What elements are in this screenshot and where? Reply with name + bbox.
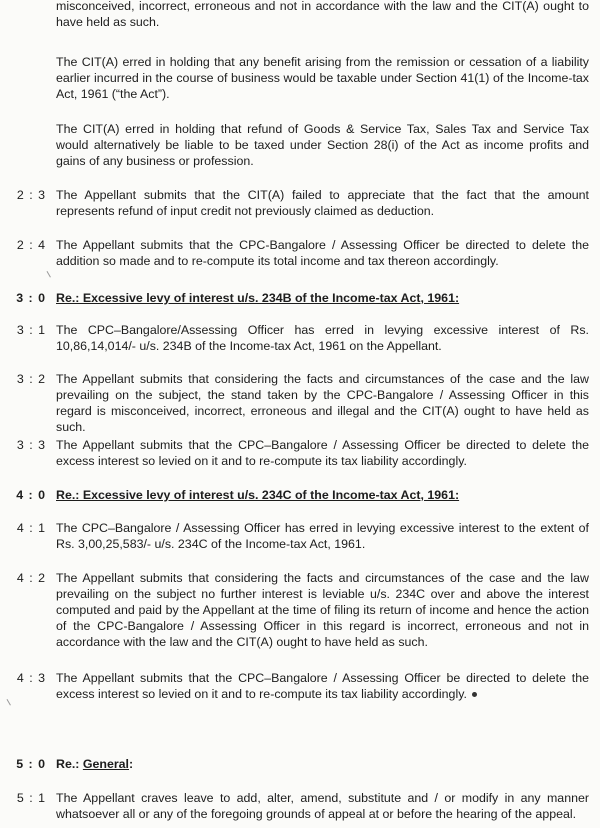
section-number: 3 : 0 [16,291,46,305]
paragraph-4-3-text: The Appellant submits that the CPC–Bangalore / Assessing Officer be directed to delete the excess interest so levied on it and to re-compute its tax liability accordingly. [56,671,589,701]
paragraph-number: 4 : 3 [16,671,46,685]
paragraph-continuation: misconceived, incorrect, erroneous and not in accordance with the law and the CIT(A) ought to have held as such. [56,0,589,29]
heading-underlined: Re.: Excessive levy of interest u/s. 234C of the Income-tax Act, 1961: [56,488,460,502]
heading-underlined: General [82,757,130,771]
paragraph-3-2: The Appellant submits that considering the facts and circumstances of the case and the law prevailing on the subject, the stand taken by the CPC-Bangalore / Assessing Officer in this regard is misconceived, incorrect, erroneous and illegal and the CIT(A) ought to have held as such. [56,372,589,434]
paragraph-2-4: The Appellant submits that the CPC-Bangalore / Assessing Officer be directed to delete the addition so made and to re-compute its total income and tax thereon accordingly. [56,238,589,268]
paragraph-3-1: The CPC–Bangalore/Assessing Officer has erred in levying excessive interest of Rs. 10,86,14,014/- u/s. 234B of the Income-tax Act, 1961 on the Appellant. [56,323,589,353]
paragraph-number: 3 : 3 [16,438,46,452]
paragraph-number: 3 : 2 [16,372,46,386]
paragraph-cit-section-41: The CIT(A) erred in holding that any benefit arising from the remission or cessation of a liability earlier incurred in the course of business would be taxable under Section 41(1) of the Income-tax Act, 1961 (“the Act”). [56,55,589,101]
paragraph-5-1: The Appellant craves leave to add, alter, amend, substitute and / or modify in any manner whatsoever all or any of the foregoing grounds of appeal at or before the hearing of the appeal. [56,791,589,821]
paragraph-number: 3 : 1 [16,323,46,337]
paragraph-number: 4 : 1 [16,521,46,535]
heading-underlined: Re.: Excessive levy of interest u/s. 234B of the Income-tax Act, 1961: [56,291,460,305]
bullet-dot-icon [472,692,477,697]
section-heading-234b [56,290,596,306]
paragraph-2-3: The Appellant submits that the CIT(A) failed to appreciate that the fact that the amount represents refund of input credit not previously claimed as deduction. [56,188,589,218]
paragraph-cit-section-28: The CIT(A) erred in holding that refund of Goods & Service Tax, Sales Tax and Service Tax would alternatively be liable to be taxed under Section 28(i) of the Act as income profits and gains of any business or profession. [56,122,589,168]
section-heading-general [56,756,596,772]
heading-suffix: : [129,757,134,771]
section-number: 4 : 0 [16,488,46,502]
paragraph-number: 2 : 4 [16,238,46,252]
scan-speck-icon [47,269,54,277]
paragraph-number: 5 : 1 [16,791,46,805]
paragraph-4-3 [56,670,589,702]
paragraph-4-2: The Appellant submits that considering the facts and circumstances of the case and the law prevailing on the subject no further interest is leviable u/s. 234C over and above the interest computed and paid by the Appellant at the time of filing its return of income and hence the action of the CPC-Bangalore / Assessing Officer in this regard is incorrect, erroneous and not in accordance with the law and the CIT(A) ought to have held as such. [56,571,589,649]
paragraph-number: 2 : 3 [16,188,46,202]
paragraph-number: 4 : 2 [16,571,46,585]
section-number: 5 : 0 [16,757,46,771]
section-heading-234c [56,487,596,503]
paragraph-4-1: The CPC–Bangalore / Assessing Officer has erred in levying excessive interest to the extent of Rs. 3,00,25,583/- u/s. 234C of the Income-tax Act, 1961. [56,521,589,551]
paragraph-3-3: The Appellant submits that the CPC–Bangalore / Assessing Officer be directed to delete the excess interest so levied on it and to re-compute its tax liability accordingly. [56,438,589,468]
scan-speck-icon [7,697,14,705]
heading-prefix: Re.: [56,757,83,771]
